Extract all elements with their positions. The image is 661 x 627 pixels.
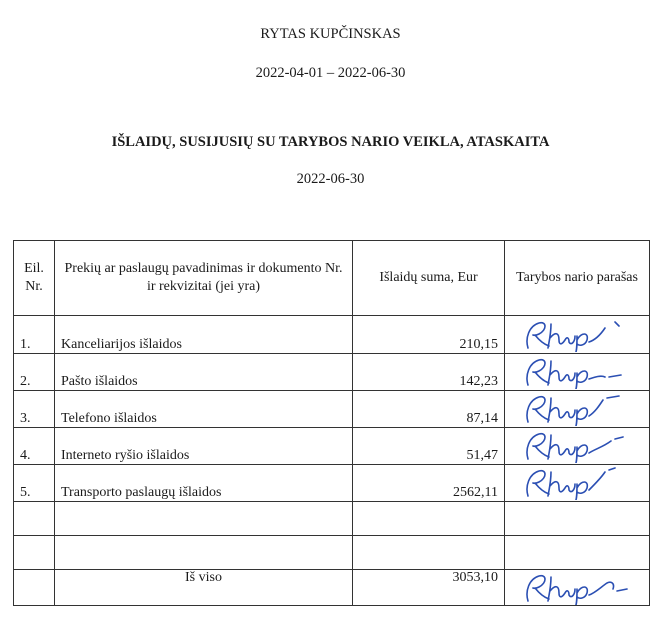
signature-image (519, 429, 637, 463)
expense-amount: 87,14 (353, 391, 505, 428)
column-header-name: Prekių ar paslaugų pavadinimas ir dokumento Nr. ir rekvizitai (jei yra) (55, 241, 353, 316)
table-row (14, 316, 650, 354)
signature-cell (505, 316, 650, 354)
signature-cell (505, 354, 650, 391)
row-number: 4. (14, 428, 55, 465)
expense-table (13, 240, 650, 606)
row-number: 5. (14, 465, 55, 502)
expense-amount: 210,15 (353, 316, 505, 354)
table-row (14, 465, 650, 502)
total-label: Iš viso (55, 570, 353, 606)
table-row (14, 428, 650, 465)
report-title: IŠLAIDŲ, SUSIJUSIŲ SU TARYBOS NARIO VEIKLA, ATASKAITA (111, 134, 550, 150)
signature-image (519, 392, 637, 426)
expense-name: Telefono išlaidos (55, 391, 353, 428)
report-date: 2022-06-30 (296, 171, 365, 187)
signature-image (519, 571, 637, 605)
signature-cell (505, 391, 650, 428)
expense-amount: 51,47 (353, 428, 505, 465)
column-header-signature: Tarybos nario parašas (505, 241, 650, 316)
expense-amount: 2562,11 (353, 465, 505, 502)
report-period: 2022-04-01 – 2022-06-30 (255, 65, 406, 81)
column-header-amount: Išlaidų suma, Eur (353, 241, 505, 316)
row-number: 2. (14, 354, 55, 391)
empty-row (14, 536, 650, 570)
signature-cell (505, 428, 650, 465)
signature-image (519, 466, 637, 500)
empty-row (14, 502, 650, 536)
signature-cell (505, 465, 650, 502)
signature-cell (505, 570, 650, 606)
signature-image (519, 318, 637, 352)
author-name: RYTAS KUPČINSKAS (260, 26, 401, 42)
table-row (14, 391, 650, 428)
total-row (14, 570, 650, 606)
row-number: 3. (14, 391, 55, 428)
total-amount: 3053,10 (353, 570, 505, 606)
expense-name: Kanceliarijos išlaidos (55, 316, 353, 354)
table-row (14, 354, 650, 391)
table-header-row (14, 241, 650, 316)
expense-name: Interneto ryšio išlaidos (55, 428, 353, 465)
row-number: 1. (14, 316, 55, 354)
expense-name: Pašto išlaidos (55, 354, 353, 391)
expense-name: Transporto paslaugų išlaidos (55, 465, 353, 502)
column-header-number: Eil. Nr. (14, 241, 55, 316)
expense-amount: 142,23 (353, 354, 505, 391)
signature-image (519, 355, 637, 389)
